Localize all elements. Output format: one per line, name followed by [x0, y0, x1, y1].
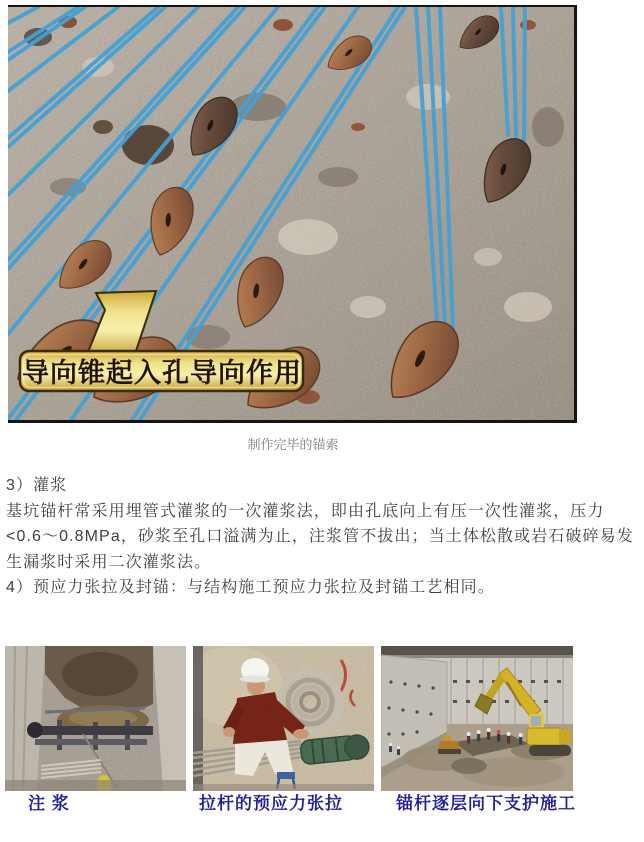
photo-label-tensioning: 拉杆的预应力张拉 — [199, 794, 343, 813]
body-line: <0.6～0.8MPa，砂浆至孔口溢满为止，注浆管不拔出；当土体松散或岩石破碎易发 — [6, 528, 634, 546]
callout-text: 导向锥起入孔导向作用 — [22, 358, 302, 388]
main-photo — [8, 5, 577, 423]
body-line: 基坑锚杆常采用埋管式灌浆的一次灌浆法，即由孔底向上有压一次性灌浆，压力 — [6, 502, 605, 520]
photo-caption: 制作完毕的锚索 — [247, 437, 339, 452]
body-line: 生漏浆时采用二次灌浆法。 — [6, 553, 212, 571]
article-body — [6, 473, 640, 601]
photo-tensioning — [193, 646, 374, 791]
photo-excavation — [381, 646, 573, 791]
photo-grouting — [5, 646, 186, 791]
photo-row — [5, 646, 573, 791]
tensioning-photo-image — [193, 646, 374, 791]
photo-label-grouting: 注 浆 — [28, 794, 70, 813]
main-photo-image — [8, 7, 574, 420]
body-line: 4）预应力张拉及封锚：与结构施工预应力张拉及封锚工艺相同。 — [6, 579, 495, 597]
body-line: 3）灌浆 — [6, 477, 68, 494]
photo-label-excavation: 锚杆逐层向下支护施工 — [396, 794, 576, 813]
excavation-photo-image — [381, 646, 573, 791]
grouting-photo-image — [5, 646, 186, 791]
